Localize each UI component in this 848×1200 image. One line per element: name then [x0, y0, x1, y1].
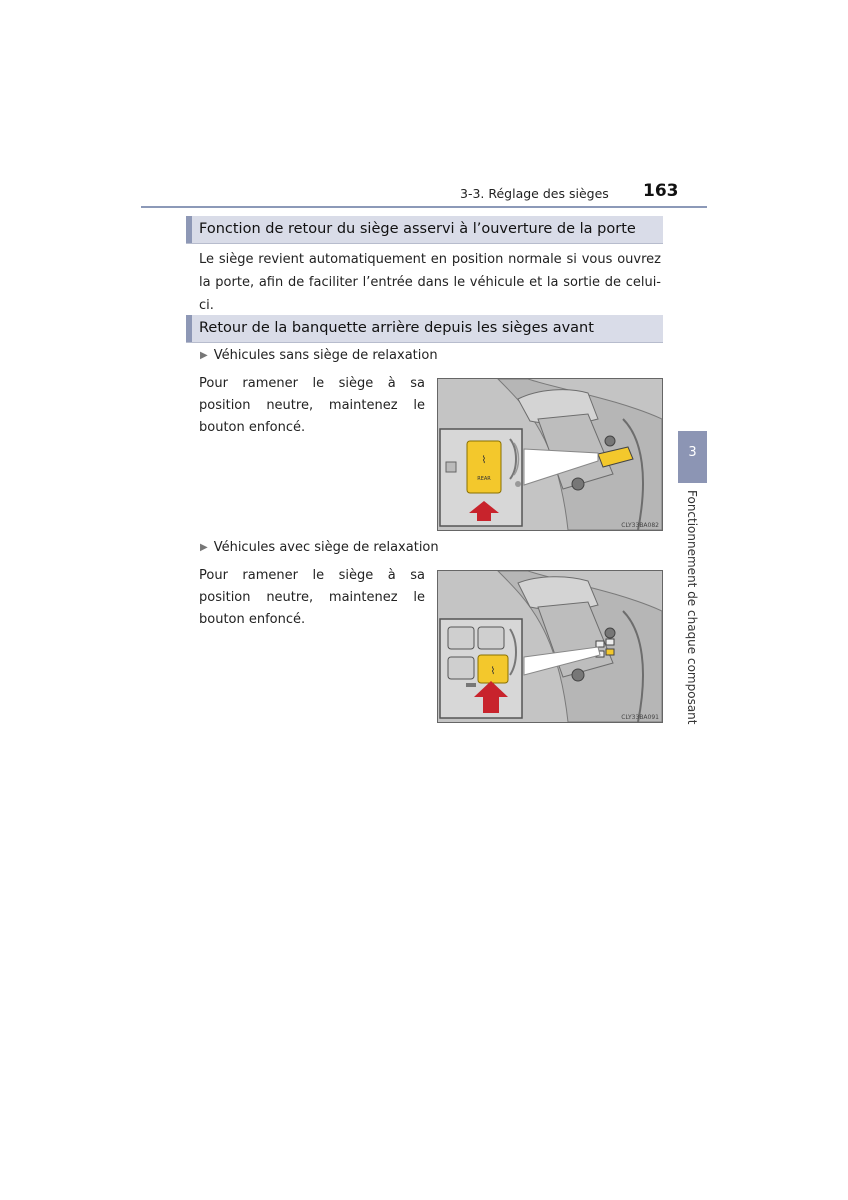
triangle-bullet-icon: ▶ [200, 350, 208, 361]
svg-text:⌇: ⌇ [481, 455, 487, 466]
arrow-up-icon [474, 681, 508, 713]
header-rule [141, 206, 707, 208]
svg-text:REAR: REAR [477, 476, 491, 482]
figure-code: CLY33BA082 [621, 522, 659, 529]
svg-text:⌇: ⌇ [490, 666, 496, 677]
arrow-up-icon [469, 501, 499, 521]
section-heading: Fonction de retour du siège asservi à l’ouverture de la porte [186, 216, 663, 243]
chapter-tab: 3 [678, 431, 707, 483]
divider [186, 342, 663, 343]
section-title: 3-3. Réglage des sièges [460, 186, 609, 201]
section-heading: Retour de la banquette arrière depuis les sièges avant [186, 315, 663, 342]
bullet-item [200, 348, 438, 363]
console-illustration [437, 378, 663, 531]
figure-code: CLY33BA091 [621, 714, 659, 721]
bullet-label: Véhicules sans siège de relaxation [213, 348, 438, 363]
page-number: 163 [643, 181, 679, 201]
bullet-label: Véhicules avec siège de relaxation [213, 540, 439, 555]
triangle-bullet-icon: ▶ [200, 542, 208, 553]
divider [186, 243, 663, 244]
bullet-item [200, 540, 439, 555]
console-illustration [437, 570, 663, 723]
instruction-text: Pour ramener le siège à sa position neutre, maintenez le bouton enfoncé. [199, 568, 425, 627]
instruction-text: Pour ramener le siège à sa position neutre, maintenez le bouton enfoncé. [199, 376, 425, 435]
paragraph: Le siège revient automatiquement en position normale si vous ouvrez la porte, afin de faciliter l’entrée dans le véhicule et la sortie de celui-ci. [199, 252, 661, 313]
chapter-tab-label: Fonctionnement de chaque composant [685, 490, 699, 725]
